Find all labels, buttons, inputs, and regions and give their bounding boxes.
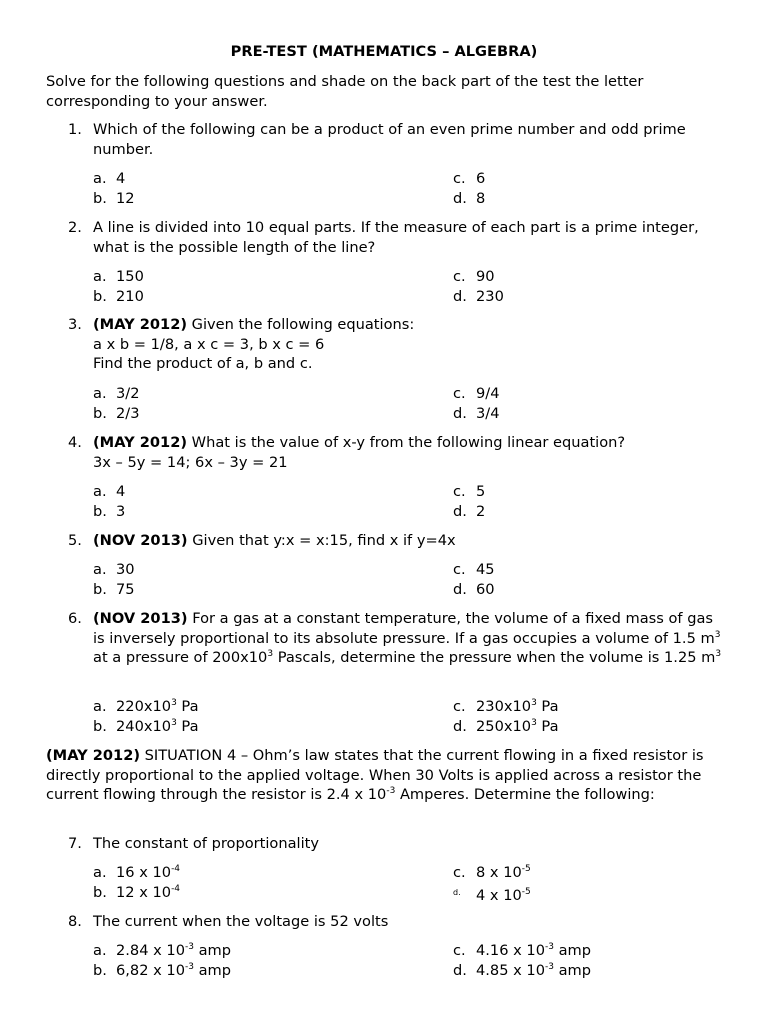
choice-c[interactable]: c. 90 [453,268,495,285]
exam-tag: (NOV 2013) [93,532,188,549]
choice-d[interactable]: d. 4 x $10^{-5}$ [453,887,531,904]
choice-a[interactable]: a. 3/2 [93,385,140,402]
choice-d[interactable]: d. $250x10^3$ Pa [453,718,559,735]
question-8 [68,912,728,932]
choice-c[interactable]: c. 8 x $10^{-5}$ [453,864,531,881]
choice-a[interactable]: a. 150 [93,268,144,285]
choice-b[interactable]: b. 12 [93,190,135,207]
choice-c[interactable]: c. 4.16 x $10^{-3}$ amp [453,942,592,959]
question-3 [68,315,728,374]
question-number: 7. [68,835,82,852]
question-text: What is the value of x-y from the following linear equation? [191,434,626,451]
choice-d[interactable]: d. 230 [453,288,504,305]
choice-a[interactable]: a. $220x10^3$ Pa [93,698,199,715]
question-text: Given the following equations: [191,316,415,333]
question-number: 4. [68,434,82,451]
question-equations: a x b = 1/8, a x c = 3, b x c = 6 [93,335,325,353]
question-2 [68,218,728,257]
question-text: The constant of proportionality [93,835,319,852]
choice-c[interactable]: c. $230x10^3$ Pa [453,698,559,715]
question-4 [68,433,728,472]
choice-c[interactable]: c. 5 [453,483,486,500]
question-number: 8. [68,913,82,930]
choice-d[interactable]: d. 2 [453,503,486,520]
choice-b[interactable]: b. 75 [93,581,135,598]
question-6 [68,609,728,668]
question-number: 2. [68,219,82,236]
question-5 [68,531,728,551]
question-1 [68,120,728,159]
choice-d[interactable]: d. 3/4 [453,405,500,422]
choice-a[interactable]: a. 30 [93,561,135,578]
question-text: Which of the following can be a product of an even prime number and odd prime number. [93,121,686,158]
choice-a[interactable]: a. 4 [93,170,126,187]
question-text: (NOV 2013) For a gas at a constant temperature, the volume of a fixed mass of gas is inversely proportional to its absolute pressure. If a gas occupies a volume of 1.5 $m^3$ at a pressure of $200x10^3$ Pascals, determine the pressure when the volume is 1.25 $m^3$ [93,610,722,667]
exam-tag: (MAY 2012) [46,747,141,764]
choice-b[interactable]: b. 12 x $10^{-4}$ [93,884,181,901]
choice-c[interactable]: c. 45 [453,561,495,578]
choice-a[interactable]: a. 2.84 x $10^{-3}$ amp [93,942,232,959]
choice-b[interactable]: b. $240x10^3$ Pa [93,718,199,735]
question-prompt: Find the product of a, b and c. [93,355,313,373]
choice-d[interactable]: d. 60 [453,581,495,598]
choice-b[interactable]: b. 210 [93,288,144,305]
question-number: 6. [68,610,82,627]
question-number: 3. [68,316,82,333]
question-text: The current when the voltage is 52 volts [93,913,389,930]
choice-b[interactable]: b. 3 [93,503,126,520]
choice-b[interactable]: b. 6,82 x $10^{-3}$ amp [93,962,232,979]
instructions: Solve for the following questions and shade on the back part of the test the letter corresponding to your answer. [46,73,644,110]
question-equations: 3x – 5y = 14; 6x – 3y = 21 [93,453,288,471]
exam-tag: (MAY 2012) [93,434,188,451]
situation-paragraph: (MAY 2012) SITUATION 4 – Ohm’s law states that the current flowing in a fixed resistor is directly proportional to the applied voltage. When 30 Volts is applied across a resistor the current flowing through the resistor is 2.4 x $10^{-3}$ Amperes. Determine the following: [46,747,704,804]
choice-c[interactable]: c. 6 [453,170,486,187]
question-7 [68,834,728,854]
choice-d[interactable]: d. 8 [453,190,486,207]
choice-b[interactable]: b. 2/3 [93,405,140,422]
exam-tag: (MAY 2012) [93,316,188,333]
question-number: 5. [68,532,82,549]
page-title: PRE-TEST (MATHEMATICS – ALGEBRA) [230,43,538,60]
question-number: 1. [68,121,82,138]
exam-tag: (NOV 2013) [93,610,188,627]
choice-a[interactable]: a. 16 x $10^{-4}$ [93,864,181,881]
choice-d[interactable]: d. 4.85 x $10^{-3}$ amp [453,962,592,979]
choice-c[interactable]: c. 9/4 [453,385,500,402]
question-text: A line is divided into 10 equal parts. If the measure of each part is a prime integer, what is the possible length of the line? [93,219,699,256]
question-text: Given that y:x = x:15, find x if y=4x [192,532,456,549]
choice-a[interactable]: a. 4 [93,483,126,500]
